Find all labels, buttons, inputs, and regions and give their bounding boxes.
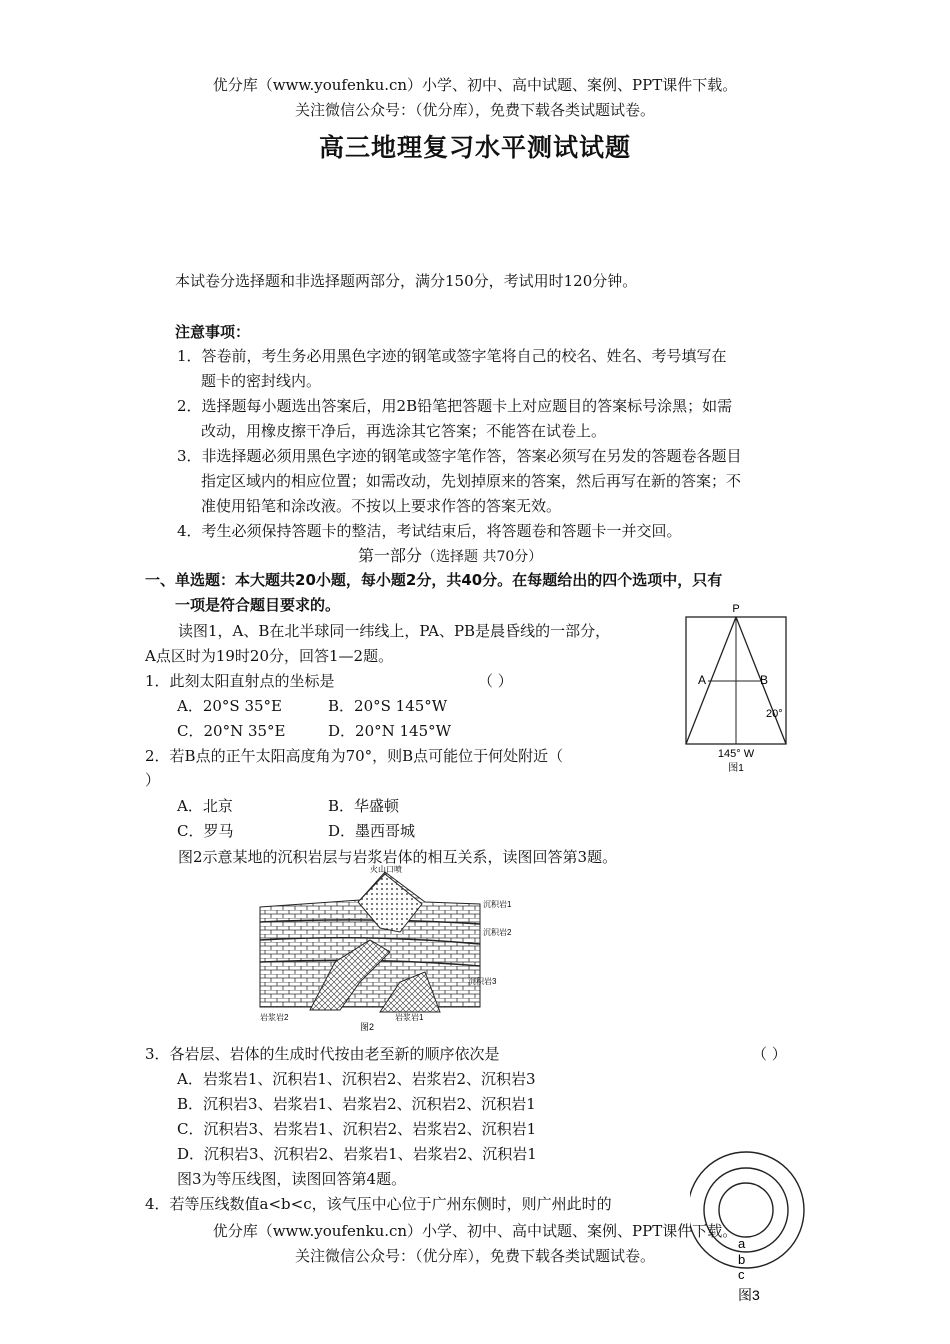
notice-item-3c: 准使用铅笔和涂改液。不按以上要求作答的答案无效。 bbox=[201, 497, 562, 515]
notice-heading: 注意事项： bbox=[175, 323, 251, 341]
q1-option-c: C．20°N 35°E bbox=[177, 722, 286, 740]
read3: 图3为等压线图，读图回答第4题。 bbox=[177, 1170, 407, 1188]
fig3-label-c: c bbox=[738, 1267, 745, 1282]
figure-1 bbox=[680, 600, 790, 780]
q1-option-d: D．20°N 145°W bbox=[328, 722, 452, 740]
footer-line-2: 关注微信公众号：（优分库），免费下载各类试题试卷。 bbox=[294, 1247, 655, 1265]
q2-stem: 2．若B点的正午太阳高度角为70°，则B点可能位于何处附近（ bbox=[145, 747, 564, 765]
q2-option-a: A．北京 bbox=[177, 797, 233, 815]
q3-option-c: C．沉积岩3、岩浆岩1、沉积岩2、岩浆岩2、沉积岩1 bbox=[177, 1120, 537, 1138]
exam-intro: 本试卷分选择题和非选择题两部分，满分150分，考试用时120分钟。 bbox=[175, 272, 638, 290]
q2-option-b: B．华盛顿 bbox=[328, 797, 400, 815]
q1-option-a: A．20°S 35°E bbox=[177, 697, 283, 715]
notice-item-3a: 3．非选择题必须用黑色字迹的钢笔或签字笔作答，答案必须写在另发的答题卷各题目 bbox=[177, 447, 742, 465]
q2-option-c: C．罗马 bbox=[177, 822, 234, 840]
fig1-label-a: A bbox=[698, 673, 707, 687]
q3-answer-paren: （ ） bbox=[752, 1045, 787, 1063]
q4-stem: 4．若等压线数值a<b<c，该气压中心位于广州东侧时，则广州此时的 bbox=[145, 1195, 612, 1213]
fig3-label-b: b bbox=[738, 1252, 746, 1267]
fig2-label-sed3: 沉积岩3 bbox=[468, 977, 497, 986]
q2-option-d: D．墨西哥城 bbox=[328, 822, 416, 840]
fig2-label-sed1: 沉积岩1 bbox=[483, 900, 512, 909]
fig1-label-b: B bbox=[760, 673, 769, 687]
figure-2 bbox=[250, 862, 520, 1037]
q1-answer-paren: （ ） bbox=[478, 672, 513, 690]
part1-subtitle: （选择题 共70分） bbox=[422, 549, 543, 565]
part1-heading bbox=[358, 543, 542, 566]
notice-item-1b: 题卡的密封线内。 bbox=[201, 372, 322, 390]
section1-line-2: 一项是符合题目要求的。 bbox=[175, 596, 341, 614]
fig3-caption: 图3 bbox=[738, 1287, 760, 1303]
fig2-label-mag1: 岩浆岩1 bbox=[395, 1013, 424, 1022]
read1-line-2: A点区时为19时20分，回答1—2题。 bbox=[145, 647, 394, 665]
fig3-label-a: a bbox=[738, 1236, 746, 1251]
q3-option-a: A．岩浆岩1、沉积岩1、沉积岩2、岩浆岩2、沉积岩3 bbox=[177, 1070, 536, 1088]
fig1-label-p: P bbox=[732, 603, 740, 615]
q3-option-b: B．沉积岩3、岩浆岩1、岩浆岩2、沉积岩2、沉积岩1 bbox=[177, 1095, 536, 1113]
header-line-2: 关注微信公众号：（优分库），免费下载各类试题试卷。 bbox=[294, 101, 655, 119]
fig1-angle: 20° bbox=[766, 708, 783, 720]
q3-option-d: D．沉积岩3、沉积岩2、岩浆岩1、岩浆岩2、沉积岩1 bbox=[177, 1145, 537, 1163]
read1-line-1: 读图1，A、B在北半球同一纬线上，PA、PB是晨昏线的一部分， bbox=[178, 622, 611, 640]
figure-3 bbox=[690, 1148, 810, 1338]
notice-item-3b: 指定区域内的相应位置；如需改动，先划掉原来的答案，然后再写在新的答案；不 bbox=[201, 472, 742, 490]
notice-item-2b: 改动，用橡皮擦干净后，再选涂其它答案；不能答在试卷上。 bbox=[201, 422, 607, 440]
footer-line-1: 优分库（www.youfenku.cn）小学、初中、高中试题、案例、PPT课件下载。 bbox=[212, 1222, 738, 1240]
section1-line-1: 一、单选题：本大题共20小题，每小题2分，共40分。在每题给出的四个选项中，只有 bbox=[145, 571, 723, 589]
read2: 图2示意某地的沉积岩层与岩浆岩体的相互关系，读图回答第3题。 bbox=[178, 848, 618, 866]
fig2-label-sed2: 沉积岩2 bbox=[483, 928, 512, 937]
page-title: 高三地理复习水平测试试题 bbox=[318, 133, 631, 162]
part1-title: 第一部分 bbox=[358, 546, 423, 565]
q1-stem: 1．此刻太阳直射点的坐标是 bbox=[145, 672, 335, 690]
fig1-caption: 图1 bbox=[728, 763, 744, 774]
q3-stem: 3．各岩层、岩体的生成时代按由老至新的顺序依次是 bbox=[145, 1045, 500, 1063]
fig1-longitude: 145° W bbox=[717, 748, 755, 760]
notice-item-1a: 1．答卷前，考生务必用黑色字迹的钢笔或签字笔将自己的校名、姓名、考号填写在 bbox=[177, 347, 727, 365]
fig2-label-mag2: 岩浆岩2 bbox=[260, 1013, 289, 1022]
q1-option-b: B．20°S 145°W bbox=[328, 697, 448, 715]
fig2-label-crater: 火山口喷 bbox=[370, 865, 402, 874]
header-line-1: 优分库（www.youfenku.cn）小学、初中、高中试题、案例、PPT课件下载。 bbox=[212, 76, 738, 94]
notice-item-4: 4．考生必须保持答题卡的整洁，考试结束后，将答题卷和答题卡一并交回。 bbox=[177, 522, 682, 540]
fig2-caption: 图2 bbox=[360, 1022, 375, 1032]
notice-item-2a: 2．选择题每小题选出答案后，用2B铅笔把答题卡上对应题目的答案标号涂黑；如需 bbox=[177, 397, 733, 415]
q2-stem-close: ） bbox=[145, 771, 161, 789]
